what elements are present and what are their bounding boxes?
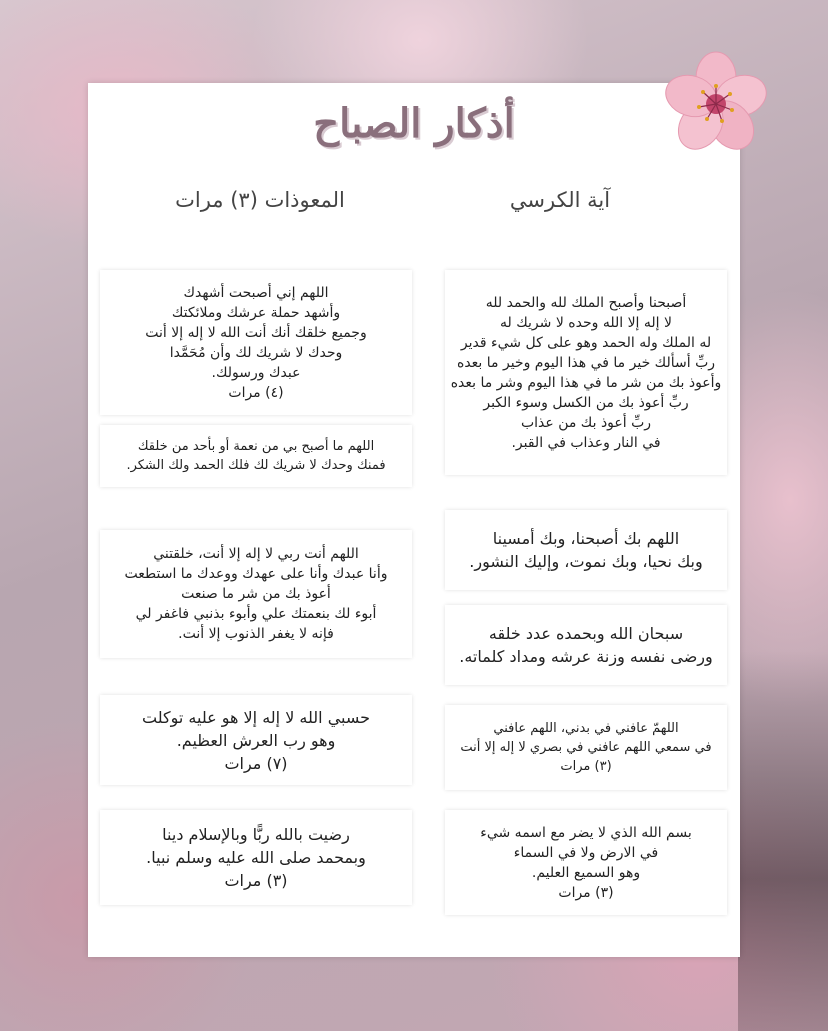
dhikr-line: ربِّ أعوذ بك من الكسل وسوء الكبر: [483, 394, 689, 411]
dhikr-count: (٤) مرات: [228, 384, 284, 401]
dhikr-line: وهو رب العرش العظيم.: [176, 730, 336, 750]
dhikr-line: في النار وعذاب في القبر.: [511, 434, 661, 451]
dhikr-box-left-4: [100, 695, 412, 785]
dhikr-line: ربِّ أعوذ بك من عذاب: [520, 414, 652, 431]
dhikr-line: ربِّ أسألك خير ما في هذا اليوم وخير ما بعده: [456, 354, 716, 371]
dhikr-box-right-1: [445, 270, 727, 475]
dhikr-line: وأعوذ بك من شر ما في هذا اليوم وشر ما بعده: [450, 374, 722, 391]
dhikr-line: اللهم ما أصبح بي من نعمة أو بأحد من خلقك: [137, 439, 375, 454]
dhikr-line: أبوء لك بنعمتك علي وأبوء بذنبي فاغفر لي: [135, 606, 377, 622]
dhikr-line: في الارض ولا في السماء: [513, 844, 659, 861]
dhikr-line: حسبي الله لا إله إلا هو عليه توكلت: [142, 707, 371, 727]
dhikr-line: أعوذ بك من شر ما صنعت: [181, 586, 331, 602]
dhikr-line: وجميع خلقك أنك أنت الله لا إله إلا أنت: [145, 324, 367, 341]
dhikr-line: أصبحنا وأصبح الملك لله والحمد لله: [485, 294, 687, 311]
column-header-left: المعوذات (٣) مرات: [175, 188, 345, 212]
dhikr-line: فمنك وحدك لا شريك لك فلك الحمد ولك الشكر.: [126, 458, 386, 473]
dhikr-count: (٧) مرات: [224, 753, 288, 773]
dhikr-line: وبك نحيا، وبك نموت، وإليك النشور.: [469, 552, 703, 571]
dhikr-line: ورضى نفسه وزنة عرشه ومداد كلماته.: [459, 647, 713, 666]
dhikr-line: بسم الله الذي لا يضر مع اسمه شيء: [480, 824, 692, 841]
dhikr-line: اللهم أنت ربي لا إله إلا أنت، خلقتني: [153, 546, 359, 562]
dhikr-line: فإنه لا يغفر الذنوب إلا أنت.: [178, 626, 334, 642]
column-header-right: آية الكرسي: [509, 188, 611, 212]
dhikr-box-right-5: [445, 810, 727, 915]
page-title: أذكار الصباح: [313, 100, 515, 147]
dhikr-count: (٣) مرات: [224, 871, 288, 890]
dhikr-line: اللهم إني أصبحت أشهدك: [183, 284, 329, 301]
dhikr-line: في سمعي اللهم عافني في بصري لا إله إلا أنت: [460, 740, 712, 755]
dhikr-line: وحدك لا شريك لك وأن مُحَمَّدا: [169, 344, 343, 361]
dhikr-line: سبحان الله وبحمده عدد خلقه: [488, 624, 684, 643]
dhikr-box-left-1: [100, 270, 412, 415]
dhikr-box-right-3: [445, 605, 727, 685]
dhikr-line: له الملك وله الحمد وهو على كل شيء قدير: [460, 334, 712, 351]
dhikr-line: عبدك ورسولك.: [211, 364, 301, 381]
dhikr-line: وهو السميع العليم.: [531, 864, 641, 881]
dhikr-box-left-5: [100, 810, 412, 905]
dhikr-line: اللهم بك أصبحنا، وبك أمسينا: [492, 529, 680, 548]
dhikr-count: (٣) مرات: [558, 884, 614, 901]
dhikr-line: اللهمّ عافني في بدني، اللهم عافني: [493, 721, 679, 736]
dhikr-box-right-4: [445, 705, 727, 790]
dhikr-line: رضيت بالله ربًّا وبالإسلام دينا: [162, 825, 350, 844]
dhikr-box-left-2: [100, 425, 412, 487]
dhikr-line: لا إله إلا الله وحده لا شريك له: [500, 314, 672, 331]
dhikr-count: (٣) مرات: [560, 759, 612, 774]
dhikr-box-right-2: [445, 510, 727, 590]
background-shadow: [738, 651, 828, 1031]
dhikr-line: وأشهد حملة عرشك وملائكتك: [171, 304, 341, 321]
dhikr-box-left-3: [100, 530, 412, 658]
dhikr-line: وبمحمد صلى الله عليه وسلم نبيا.: [146, 848, 366, 867]
dhikr-line: وأنا عبدك وأنا على عهدك ووعدك ما استطعت: [124, 566, 388, 582]
